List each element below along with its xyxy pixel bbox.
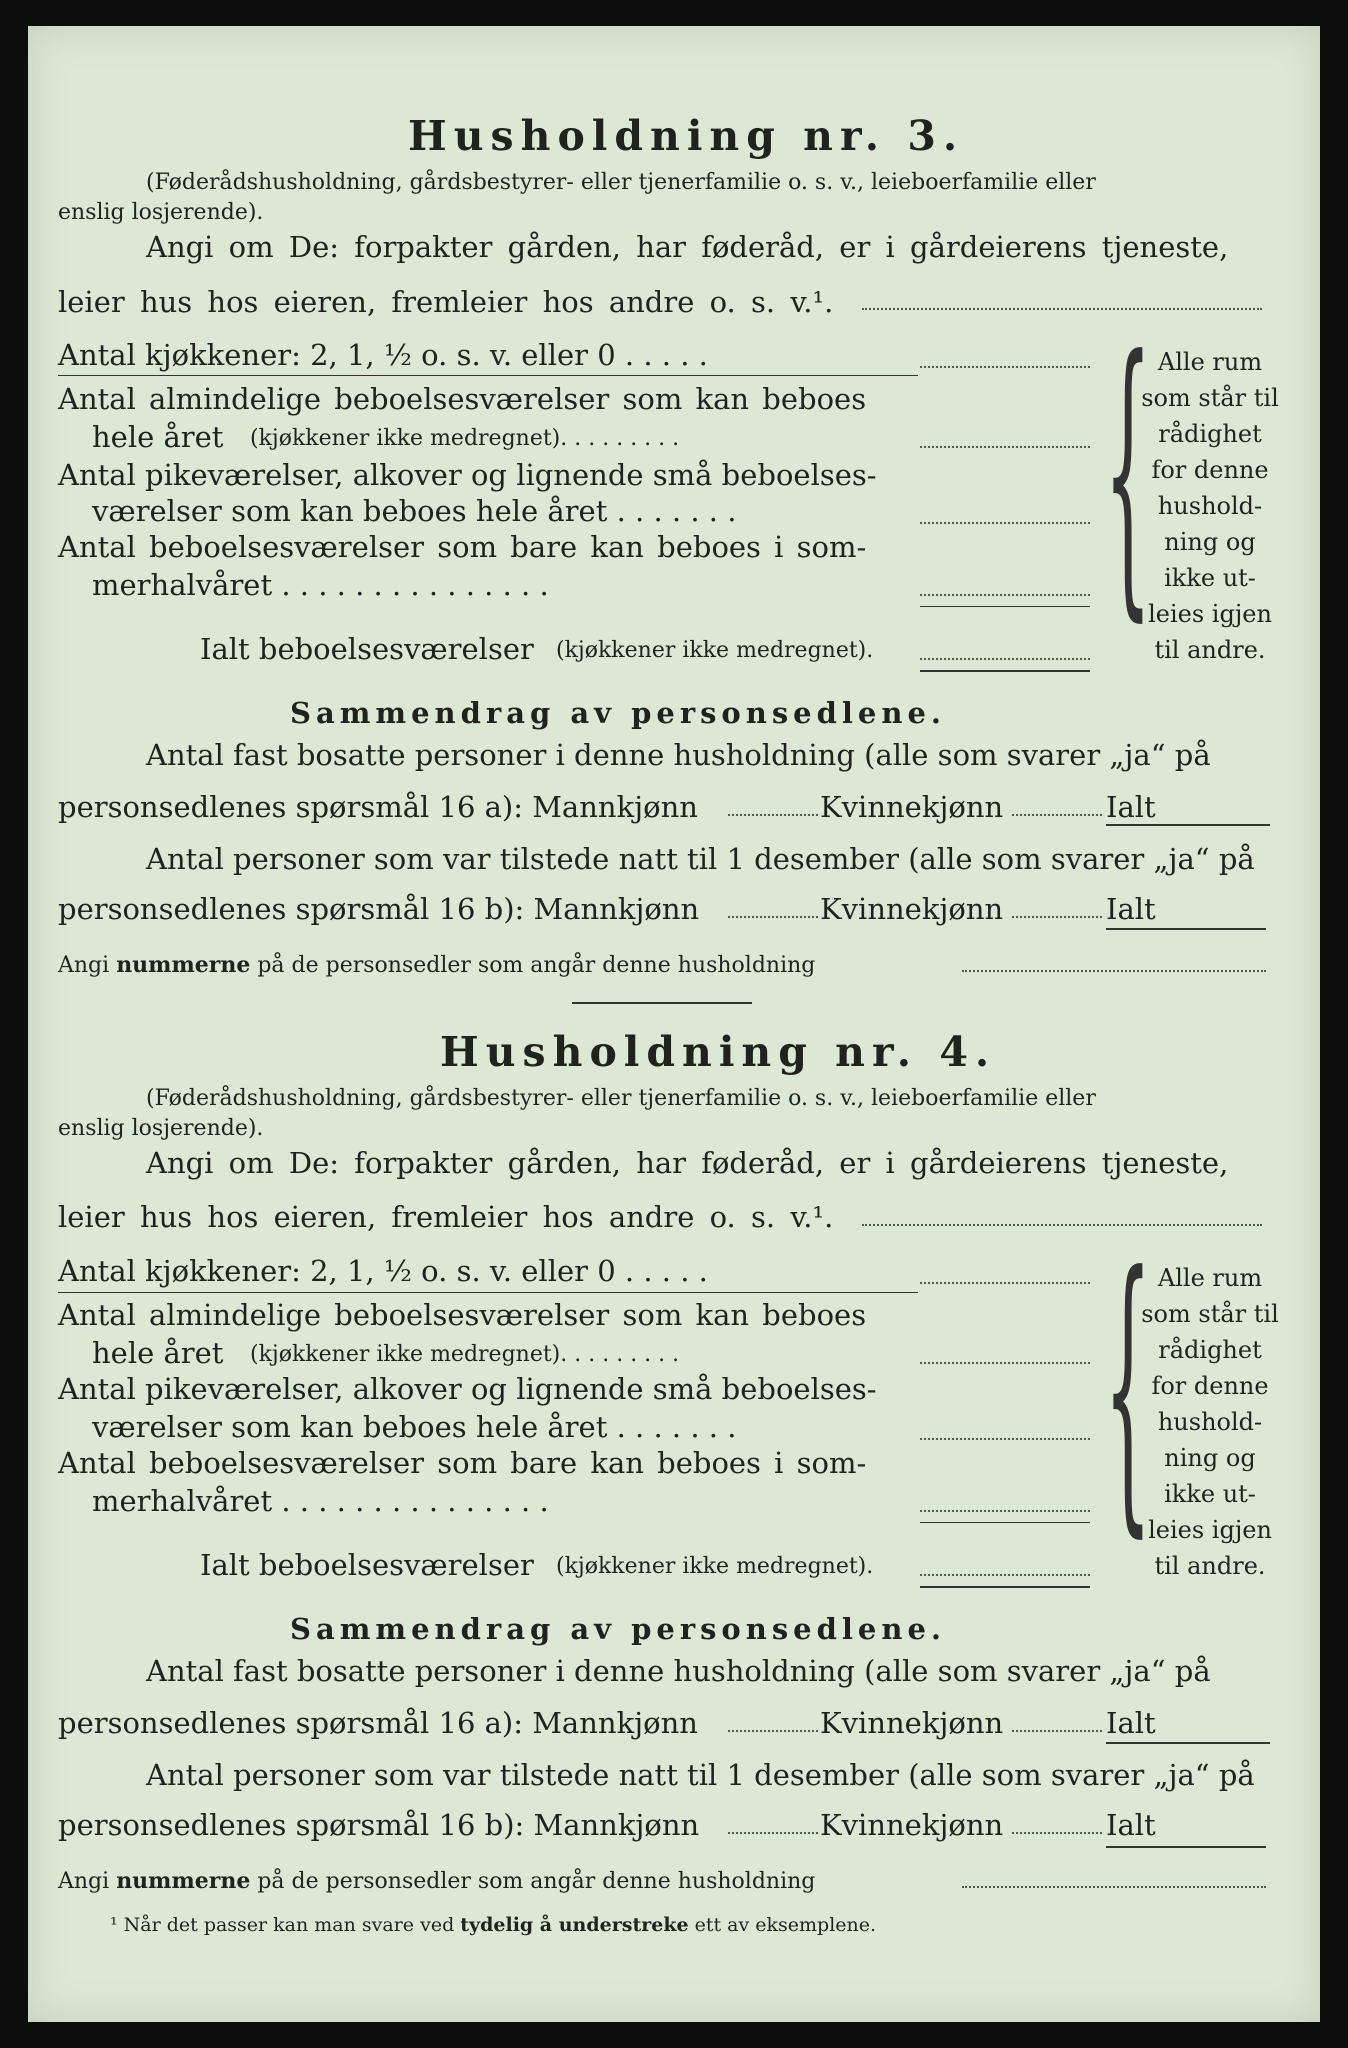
- summer-rooms-row: Antal beboelsesværelser som bare kan beboes i som-: [58, 1446, 867, 1480]
- total-rooms-field[interactable]: [920, 1574, 1090, 1576]
- tenure-answer-field[interactable]: [862, 1224, 1262, 1226]
- small-rooms-row: Antal pikeværelser, alkover og lignende små beboelses-: [58, 1372, 877, 1406]
- numbers-label: Angi: [58, 953, 110, 978]
- note-line: ikke ut-: [1164, 1480, 1256, 1508]
- household-subtitle: (Føderådshusholdning, gårdsbestyrer- eller tjenerfamilie o. s. v., leieboerfamilie eller: [146, 170, 1096, 195]
- footnote-text: ¹ Når det passer kan man svare ved: [110, 1914, 455, 1936]
- resident-total-field[interactable]: [1106, 824, 1270, 826]
- household-title: Husholdning nr. 3.: [408, 112, 965, 160]
- note-line: rådighet: [1158, 420, 1262, 448]
- present-male-field[interactable]: [728, 1832, 818, 1834]
- resident-question: Antal fast bosatte personer i denne husholdning (alle som svarer „ja“ på: [146, 738, 1211, 772]
- note-line: hushold-: [1157, 1408, 1263, 1436]
- small-rooms-field[interactable]: [920, 522, 1090, 524]
- resident-male-field[interactable]: [728, 1730, 818, 1732]
- note-line: ikke ut-: [1164, 564, 1256, 592]
- divider: [58, 1292, 918, 1293]
- ordinary-rooms-note: (kjøkkener ikke medregnet). . . . . . . . .: [250, 426, 680, 451]
- summer-rooms-field[interactable]: [920, 594, 1090, 596]
- numbers-row: [58, 952, 815, 978]
- household-subtitle: (Føderådshusholdning, gårdsbestyrer- eller tjenerfamilie o. s. v., leieboerfamilie eller: [146, 1086, 1096, 1111]
- ordinary-rooms-row-cont: hele året: [92, 1336, 224, 1370]
- present-male-field[interactable]: [728, 916, 818, 918]
- present-question: Antal personer som var tilstede natt til 1 desember (alle som svarer „ja“ på: [146, 1758, 1255, 1792]
- kitchens-row: Antal kjøkkener: 2, 1, ½ o. s. v. eller 0 . . . . .: [58, 338, 708, 372]
- numbers-field[interactable]: [962, 1886, 1266, 1888]
- kitchens-row: Antal kjøkkener: 2, 1, ½ o. s. v. eller 0 . . . . .: [58, 1254, 708, 1288]
- numbers-label: Angi: [58, 1869, 110, 1894]
- present-female-field[interactable]: [1012, 916, 1102, 918]
- note-line: leies igjen: [1148, 600, 1272, 628]
- total-rooms-label: Ialt beboelsesværelser: [200, 1548, 534, 1582]
- numbers-field[interactable]: [962, 970, 1266, 972]
- present-total-label: Ialt: [1106, 1808, 1156, 1842]
- small-rooms-row-cont: værelser som kan beboes hele året . . . . . . .: [92, 1410, 737, 1444]
- note-line: leies igjen: [1148, 1516, 1272, 1544]
- household-title: Husholdning nr. 4.: [440, 1028, 997, 1076]
- numbers-label-bold: nummerne: [116, 952, 251, 978]
- kitchens-field[interactable]: [920, 1282, 1090, 1284]
- total-rooms-note: (kjøkkener ikke medregnet).: [556, 1554, 874, 1579]
- sum-line: [920, 606, 1090, 607]
- present-female-label: Kvinnekjønn: [820, 1808, 1004, 1842]
- footnote-bold: tydelig å understreke: [460, 1914, 689, 1936]
- ordinary-rooms-note: (kjøkkener ikke medregnet). . . . . . . . .: [250, 1342, 680, 1367]
- resident-female-label: Kvinnekjønn: [820, 790, 1004, 824]
- small-rooms-field[interactable]: [920, 1438, 1090, 1440]
- note-line: ning og: [1164, 1444, 1256, 1472]
- note-line: rådighet: [1158, 1336, 1262, 1364]
- resident-male-label: personsedlenes spørsmål 16 a): Mannkjønn: [58, 790, 698, 824]
- note-line: for denne: [1151, 456, 1269, 484]
- resident-question: Antal fast bosatte personer i denne husholdning (alle som svarer „ja“ på: [146, 1654, 1211, 1688]
- note-line: Alle rum: [1157, 1264, 1263, 1292]
- present-question: Antal personer som var tilstede natt til 1 desember (alle som svarer „ja“ på: [146, 842, 1255, 876]
- note-line: som står til: [1141, 1300, 1279, 1328]
- kitchens-field[interactable]: [920, 366, 1090, 368]
- present-male-label: personsedlenes spørsmål 16 b): Mannkjønn: [58, 892, 700, 926]
- rooms-side-note: [1140, 344, 1280, 668]
- ordinary-rooms-row: Antal almindelige beboelsesværelser som kan beboes: [58, 1298, 867, 1332]
- total-rooms-label: Ialt beboelsesværelser: [200, 632, 534, 666]
- ordinary-rooms-row-cont: hele året: [92, 420, 224, 454]
- ordinary-rooms-field[interactable]: [920, 446, 1090, 448]
- present-total-label: Ialt: [1106, 892, 1156, 926]
- note-line: for denne: [1151, 1372, 1269, 1400]
- note-line: ning og: [1164, 528, 1256, 556]
- present-male-label: personsedlenes spørsmål 16 b): Mannkjønn: [58, 1808, 700, 1842]
- ordinary-rooms-row: Antal almindelige beboelsesværelser som kan beboes: [58, 382, 867, 416]
- resident-female-label: Kvinnekjønn: [820, 1706, 1004, 1740]
- tenure-question-cont: leier hus hos eieren, fremleier hos andre o. s. v.¹.: [58, 285, 834, 319]
- tenure-question: Angi om De: forpakter gården, har føderåd, er i gårdeierens tjeneste,: [146, 1146, 1229, 1180]
- note-line: hushold-: [1157, 492, 1263, 520]
- divider: [58, 375, 918, 376]
- resident-total-label: Ialt: [1106, 790, 1156, 824]
- summary-title: Sammendrag av personsedlene.: [290, 696, 947, 730]
- small-rooms-row-cont: værelser som kan beboes hele året . . . . . . .: [92, 494, 737, 528]
- ordinary-rooms-field[interactable]: [920, 1362, 1090, 1364]
- note-line: til andre.: [1154, 636, 1266, 664]
- numbers-label-rest: på de personsedler som angår denne husholdning: [257, 953, 816, 978]
- resident-male-field[interactable]: [728, 814, 818, 816]
- footnote: [110, 1914, 876, 1936]
- resident-female-field[interactable]: [1012, 814, 1102, 816]
- section-separator: [572, 1002, 752, 1004]
- summer-rooms-row-cont: merhalvåret . . . . . . . . . . . . . . .: [92, 568, 549, 602]
- small-rooms-row: Antal pikeværelser, alkover og lignende små beboelses-: [58, 458, 877, 492]
- household-subtitle-cont: enslig losjerende).: [58, 200, 264, 225]
- summer-rooms-row-cont: merhalvåret . . . . . . . . . . . . . . .: [92, 1484, 549, 1518]
- resident-total-field[interactable]: [1106, 1742, 1270, 1744]
- present-total-field[interactable]: [1106, 1846, 1266, 1848]
- summer-rooms-row: Antal beboelsesværelser som bare kan beboes i som-: [58, 530, 867, 564]
- total-underline: [920, 1586, 1090, 1588]
- numbers-row: [58, 1868, 815, 1894]
- resident-female-field[interactable]: [1012, 1730, 1102, 1732]
- summer-rooms-field[interactable]: [920, 1510, 1090, 1512]
- total-rooms-note: (kjøkkener ikke medregnet).: [556, 638, 874, 663]
- rooms-side-note: [1140, 1260, 1280, 1584]
- footnote-text-end: ett av eksemplene.: [694, 1914, 877, 1936]
- total-underline: [920, 670, 1090, 672]
- tenure-question-cont: leier hus hos eieren, fremleier hos andre o. s. v.¹.: [58, 1200, 834, 1234]
- brace-icon: {: [1104, 1213, 1152, 1562]
- brace-icon: {: [1104, 297, 1152, 646]
- present-female-field[interactable]: [1012, 1832, 1102, 1834]
- tenure-question: Angi om De: forpakter gården, har føderåd, er i gårdeierens tjeneste,: [146, 230, 1229, 264]
- note-line: som står til: [1141, 384, 1279, 412]
- total-rooms-field[interactable]: [920, 658, 1090, 660]
- present-female-label: Kvinnekjønn: [820, 892, 1004, 926]
- note-line: Alle rum: [1157, 348, 1263, 376]
- household-subtitle-cont: enslig losjerende).: [58, 1116, 264, 1141]
- sum-line: [920, 1522, 1090, 1523]
- summary-title: Sammendrag av personsedlene.: [290, 1612, 947, 1646]
- note-line: til andre.: [1154, 1552, 1266, 1580]
- present-total-field[interactable]: [1106, 928, 1266, 930]
- numbers-label-bold: nummerne: [116, 1868, 251, 1894]
- resident-total-label: Ialt: [1106, 1706, 1156, 1740]
- tenure-answer-field[interactable]: [862, 308, 1262, 310]
- resident-male-label: personsedlenes spørsmål 16 a): Mannkjønn: [58, 1706, 698, 1740]
- numbers-label-rest: på de personsedler som angår denne husholdning: [257, 1869, 816, 1894]
